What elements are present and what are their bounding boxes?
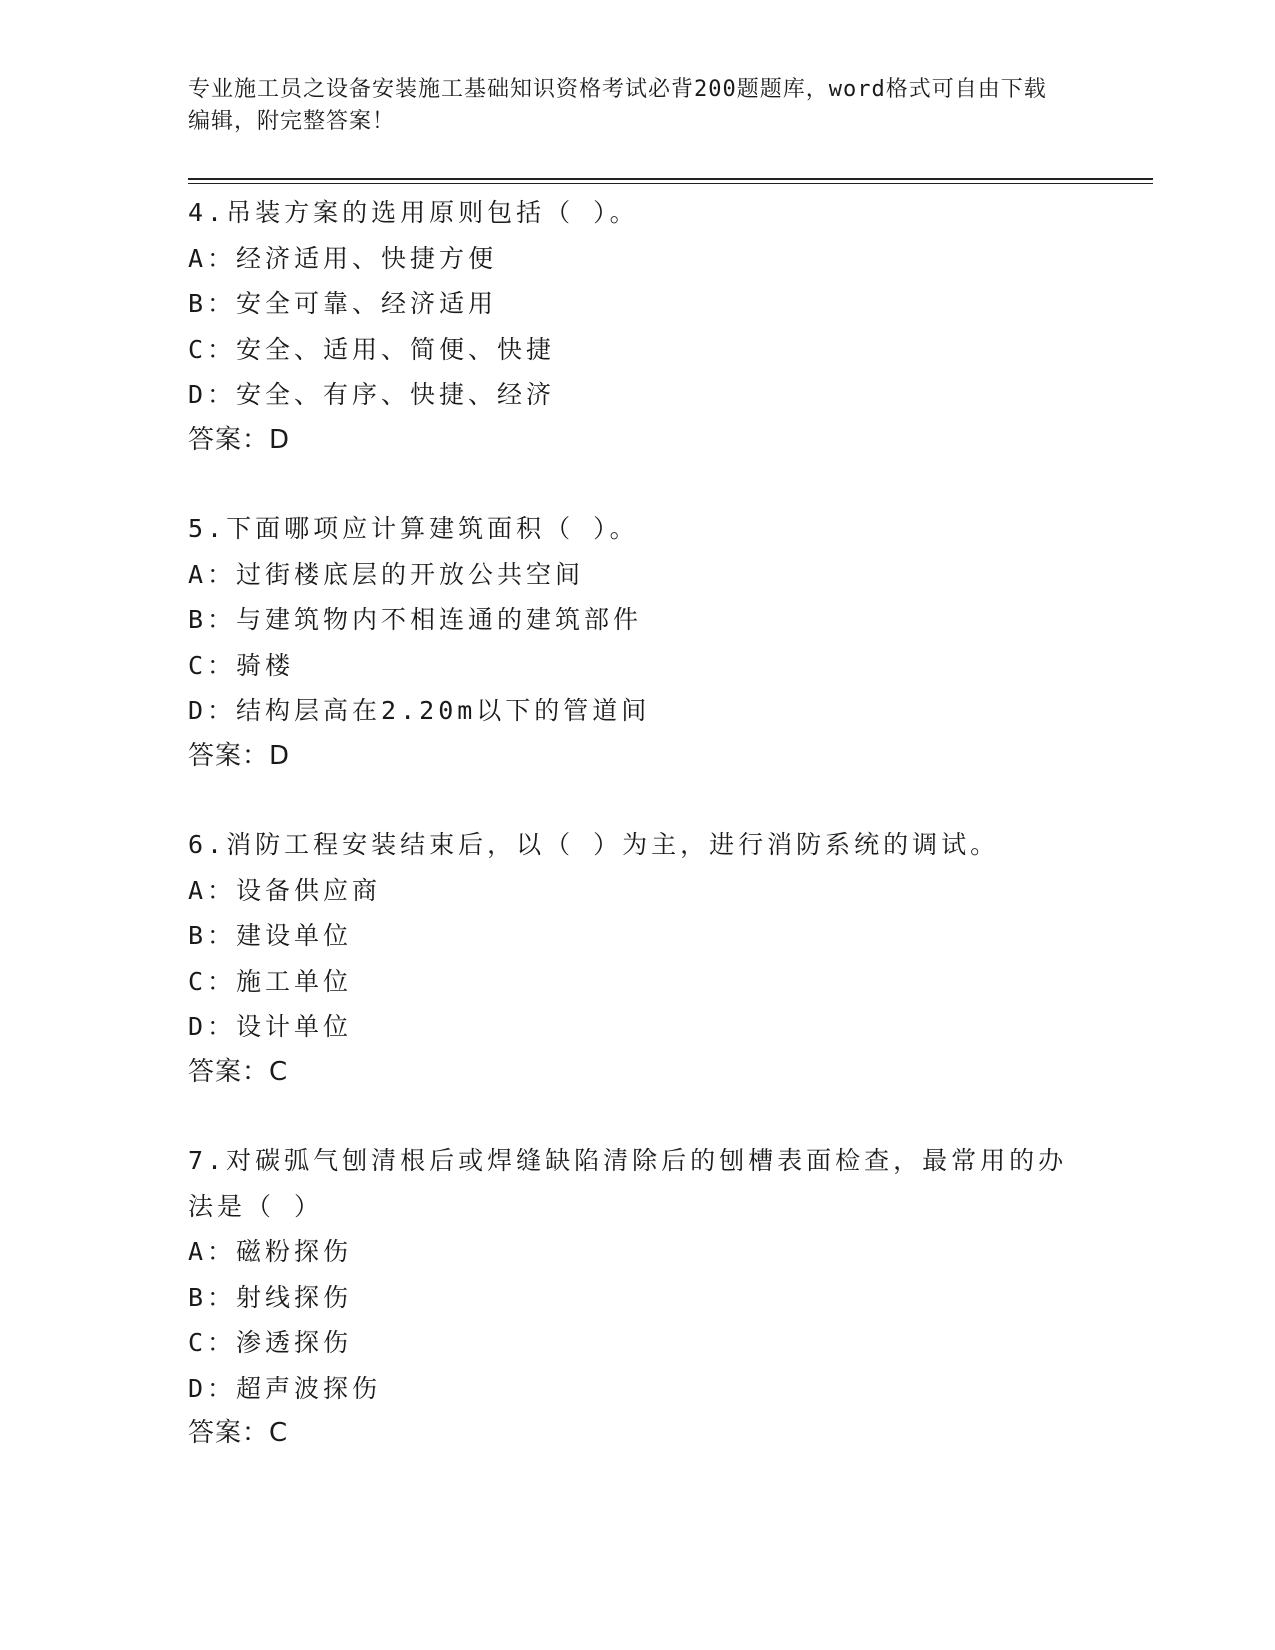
option-d: D：安全、有序、快捷、经济 bbox=[188, 380, 556, 409]
question-list bbox=[188, 190, 1088, 1500]
question-item bbox=[188, 190, 1088, 463]
option-c: C：渗透探伤 bbox=[188, 1328, 353, 1357]
option-b: B：安全可靠、经济适用 bbox=[188, 289, 498, 318]
option-b: B：射线探伤 bbox=[188, 1282, 353, 1312]
question-stem: 4.吊装方案的选用原则包括（ ）。 bbox=[188, 198, 639, 227]
option-c: C：骑楼 bbox=[188, 650, 295, 680]
question-stem: 7.对碳弧气刨清根后或焊缝缺陷清除后的刨槽表面检查，最常用的办法是（ ） bbox=[188, 1146, 1068, 1221]
question-item bbox=[188, 1138, 1088, 1457]
question-stem: 5.下面哪项应计算建筑面积（ ）。 bbox=[188, 514, 639, 543]
option-a: A：设备供应商 bbox=[188, 875, 382, 905]
option-c: C：施工单位 bbox=[188, 966, 353, 996]
option-a: A：经济适用、快捷方便 bbox=[188, 243, 498, 273]
question-item bbox=[188, 822, 1088, 1095]
answer-line: 答案：D bbox=[188, 424, 291, 455]
option-b: B：建设单位 bbox=[188, 921, 353, 950]
option-d: D：结构层高在2.20m以下的管道间 bbox=[188, 696, 651, 725]
option-c: C：安全、适用、简便、快捷 bbox=[188, 334, 556, 364]
option-a: A：磁粉探伤 bbox=[188, 1237, 353, 1266]
answer-line: 答案：C bbox=[188, 1056, 289, 1087]
option-d: D：设计单位 bbox=[188, 1012, 353, 1041]
header-divider bbox=[188, 178, 1153, 184]
option-b: B：与建筑物内不相连通的建筑部件 bbox=[188, 605, 643, 634]
answer-line: 答案：D bbox=[188, 740, 291, 771]
document-header: 专业施工员之设备安装施工基础知识资格考试必背200题题库，word格式可自由下载编辑，附完整答案！ bbox=[188, 77, 1047, 134]
option-a: A：过街楼底层的开放公共空间 bbox=[188, 559, 585, 589]
answer-line: 答案：C bbox=[188, 1418, 289, 1448]
question-item bbox=[188, 506, 1088, 779]
question-stem: 6.消防工程安装结束后，以（ ）为主，进行消防系统的调试。 bbox=[188, 830, 1000, 859]
option-d: D：超声波探伤 bbox=[188, 1373, 382, 1403]
